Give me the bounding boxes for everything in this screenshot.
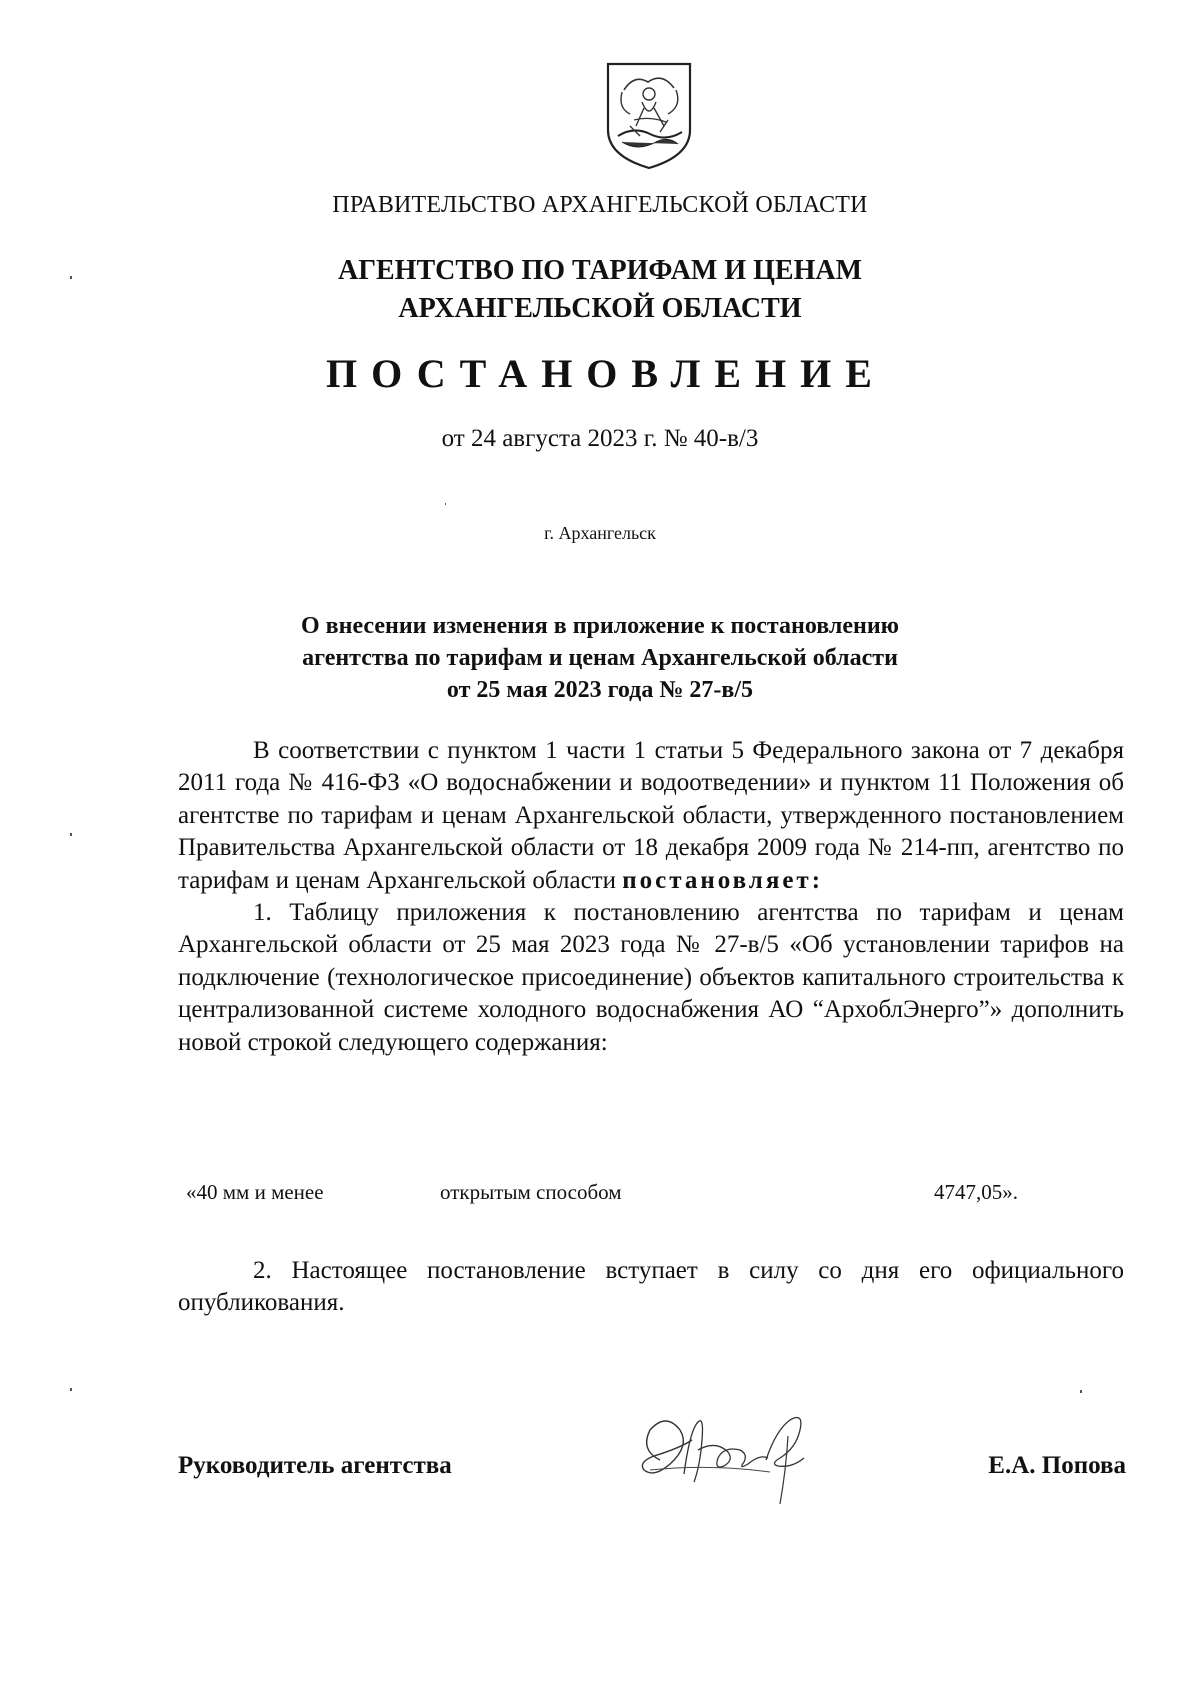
new-row-method: открытым способом <box>440 1180 622 1204</box>
subject-line: от 25 мая 2023 года № 27-в/5 <box>446 677 754 703</box>
scan-speck <box>70 833 72 836</box>
agency-title-line: АРХАНГЕЛЬСКОЙ ОБЛАСТИ <box>398 293 802 324</box>
preamble-paragraph <box>178 735 1124 897</box>
document-subject <box>0 610 1200 706</box>
item-1-paragraph: 1. Таблицу приложения к постановлению агентства по тарифам и ценам Архангельской области от 25 мая 2023 года № 27-в/5 «Об установлении тарифов на подключение (технологическое присоединение) объектов капитального строительства к централизованной системе холодного водоснабжения АО “АрхоблЭнерго”» дополнить новой строкой следующего содержания: <box>178 899 1124 1056</box>
agency-title <box>0 252 1200 328</box>
new-row-value: 4747,05». <box>934 1180 1018 1204</box>
new-row-diameter: «40 мм и менее <box>186 1180 324 1204</box>
scan-speck <box>1080 1390 1082 1393</box>
document-type: ПОСТАНОВЛЕНИЕ <box>326 351 886 396</box>
scan-speck <box>445 503 446 505</box>
coat-of-arms-icon <box>604 60 694 172</box>
signatory-name: Е.А. Попова <box>988 1452 1126 1479</box>
agency-title-line: АГЕНТСТВО ПО ТАРИФАМ И ЦЕНАМ <box>337 255 863 286</box>
document-city: г. Архангельск <box>544 523 656 543</box>
subject-line: агентства по тарифам и ценам Архангельской области <box>302 645 898 671</box>
document-date-number: от 24 августа 2023 г. № 40-в/3 <box>441 425 759 452</box>
resolves-word: постановляет: <box>622 866 824 894</box>
scan-speck <box>70 276 72 279</box>
preamble-text: В соответствии с пунктом 1 части 1 статьи 5 Федерального закона от 7 декабря 2011 года № 416-ФЗ «О водоснабжении и водоотведении» и пунктом 11 Положения об агентстве по тарифам и ценам Архангельской области, утвержденного постановлением Правительства Архангельской области от 18 декабря 2009 года № 214-пп, агентство по тарифам и ценам Архангельской области <box>178 737 1124 894</box>
handwritten-signature-icon <box>620 1400 850 1510</box>
government-title: ПРАВИТЕЛЬСТВО АРХАНГЕЛЬСКОЙ ОБЛАСТИ <box>332 192 868 218</box>
scan-speck <box>70 1388 72 1391</box>
document-body <box>178 735 1124 1059</box>
item-2-paragraph: 2. Настоящее постановление вступает в силу со дня его официального опубликования. <box>178 1257 1124 1317</box>
signatory-title: Руководитель агентства <box>178 1452 452 1479</box>
subject-line: О внесении изменения в приложение к постановлению <box>301 613 899 639</box>
